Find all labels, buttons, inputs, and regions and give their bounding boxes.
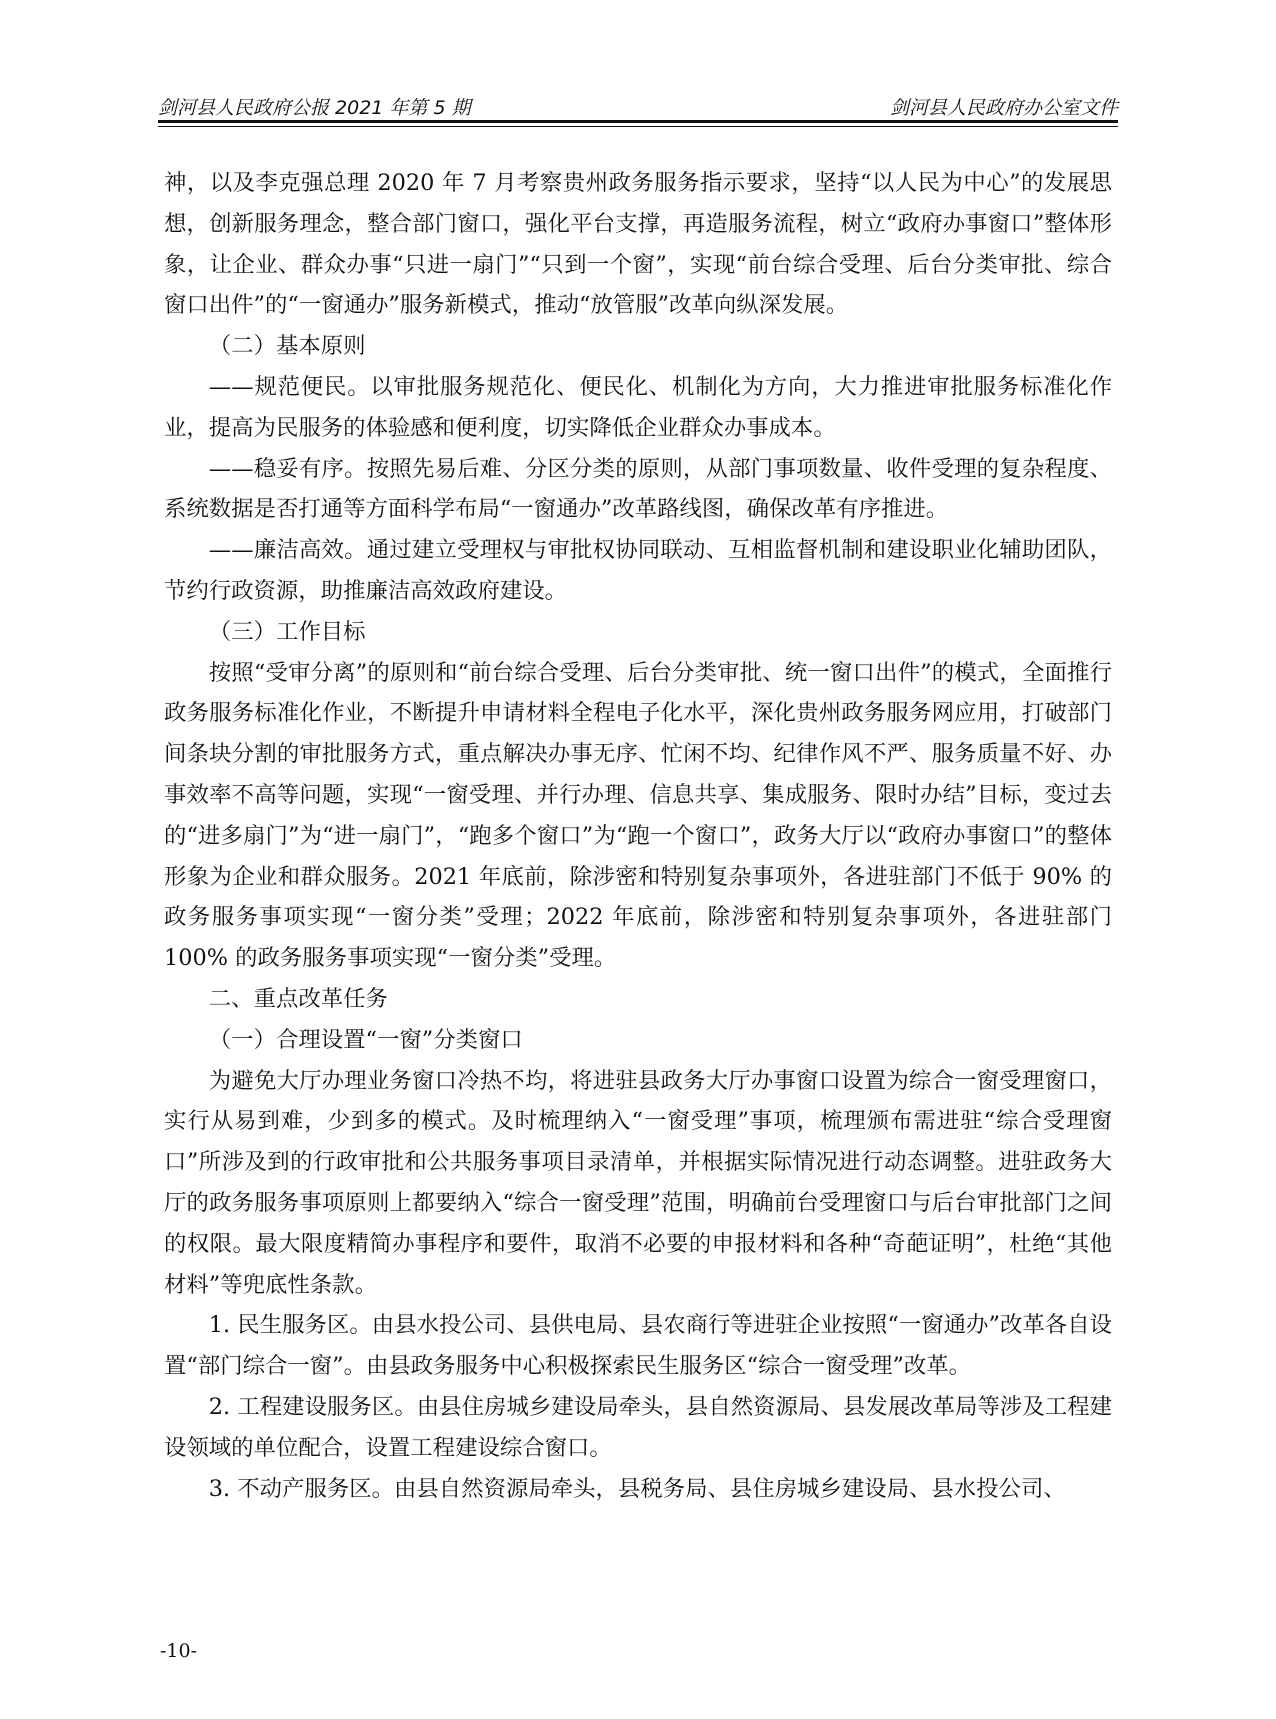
header-publication-title: 剑河县人民政府公报 2021 年第 5 期 — [158, 97, 471, 119]
body-paragraph: ——规范便民。以审批服务规范化、便民化、机制化为方向，大力推进审批服务标准化作业，提高为民服务的体验感和便利度，切实降低企业群众办事成本。 — [164, 373, 1112, 441]
list-item: 3. 不动产服务区。由县自然资源局牵头，县税务局、县住房城乡建设局、县水投公司、 — [208, 1475, 1066, 1502]
body-paragraph: 神，以及李克强总理 2020 年 7 月考察贵州政务服务指示要求，坚持“以人民为中心”的发展思想，创新服务理念，整合部门窗口，强化平台支撑，再造服务流程，树立“政府办事窗口”整体形象，让企业、群众办事“只进一扇门”“只到一个窗”，实现“前台综合受理、后台分类审批、综合窗口出件”的“一窗通办”服务新模式，推动“放管服”改革向纵深发展。 — [164, 170, 1112, 319]
section-heading-key-tasks: 二、重点改革任务 — [208, 985, 388, 1012]
body-paragraph: 为避免大厅办理业务窗口冷热不均，将进驻县政务大厅办事窗口设置为综合一窗受理窗口，实行从易到难，少到多的模式。及时梳理纳入“一窗受理”事项，梳理颁布需进驻“综合受理窗口”所涉及到的行政审批和公共服务事项目录清单，并根据实际情况进行动态调整。进驻政务大厅的政务服务事项原则上都要纳入“综合一窗受理”范围，明确前台受理窗口与后台审批部门之间的权限。最大限度精简办事程序和要件，取消不必要的申报材料和各种“奇葩证明”，杜绝“其他材料”等兜底性条款。 — [164, 1067, 1112, 1298]
page-number: -10- — [160, 1640, 198, 1662]
list-item: 1. 民生服务区。由县水投公司、县供电局、县农商行等进驻企业按照“一窗通办”改革各自设置“部门综合一窗”。由县政务服务中心积极探索民生服务区“综合一窗受理”改革。 — [164, 1312, 1112, 1380]
list-item: 2. 工程建设服务区。由县住房城乡建设局牵头，县自然资源局、县发展改革局等涉及工程建设领域的单位配合，设置工程建设综合窗口。 — [164, 1393, 1112, 1461]
header-document-source: 剑河县人民政府办公室文件 — [889, 97, 1118, 119]
section-heading-window-setup: （一）合理设置“一窗”分类窗口 — [208, 1026, 523, 1053]
document-body — [164, 163, 1112, 1509]
body-paragraph: 按照“受审分离”的原则和“前台综合受理、后台分类审批、统一窗口出件”的模式，全面推行政务服务标准化作业，不断提升申请材料全程电子化水平，深化贵州政务服务网应用，打破部门间条块分割的审批服务方式，重点解决办事无序、忙闲不均、纪律作风不严、服务质量不好、办事效率不高等问题，实现“一窗受理、并行办理、信息共享、集成服务、限时办结”目标，变过去的“进多扇门”为“进一扇门”，“跑多个窗口”为“跑一个窗口”，政务大厅以“政府办事窗口”的整体形象为企业和群众服务。2021 年底前，除涉密和特别复杂事项外，各进驻部门不低于 90% 的政务服务事项实现“一窗分类”受理；2022 年底前，除涉密和特别复杂事项外，各进驻部门 100% 的政务服务事项实现“一窗分类”受理。 — [164, 659, 1112, 972]
section-heading-basic-principles: （二）基本原则 — [208, 333, 366, 360]
header-rule-thick — [158, 120, 1118, 123]
section-heading-work-goals: （三）工作目标 — [208, 618, 366, 645]
header-rule-thin — [158, 126, 1118, 127]
body-paragraph: ——稳妥有序。按照先易后难、分区分类的原则，从部门事项数量、收件受理的复杂程度、系统数据是否打通等方面科学布局“一窗通办”改革路线图，确保改革有序推进。 — [164, 455, 1112, 523]
body-paragraph: ——廉洁高效。通过建立受理权与审批权协同联动、互相监督机制和建设职业化辅助团队，节约行政资源，助推廉洁高效政府建设。 — [164, 537, 1112, 604]
